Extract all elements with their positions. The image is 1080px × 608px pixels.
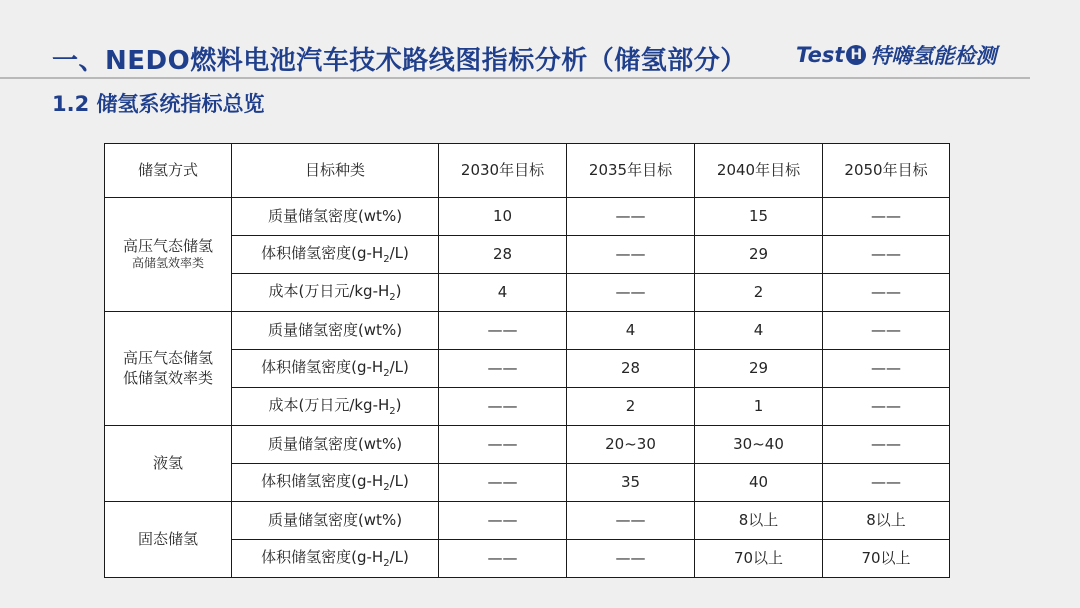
table-cell: —— [823,198,950,236]
table-cell: 40 [695,464,823,502]
logo-name: 特嗨氢能检测 [870,44,997,68]
header-divider [0,77,1030,79]
table-cell: 20~30 [567,426,695,464]
group-name-line2: 低储氢效率类 [122,368,213,387]
table-row [105,464,950,502]
column-header-2050: 2050年目标 [823,144,950,198]
metric-volume-density: 体积储氢密度$(g-H_2/L)$ [232,540,439,578]
table-row [105,274,950,312]
table-cell: —— [439,426,567,464]
table-cell: 8以上 [695,502,823,540]
table-cell: 2 [695,274,823,312]
table-cell: 70以上 [823,540,950,578]
table-row [105,198,950,236]
table-cell: 29 [695,236,823,274]
table-cell: 4 [567,312,695,350]
logo-prefix: Test [796,43,845,67]
table-cell: —— [567,236,695,274]
column-header-2030: 2030年目标 [439,144,567,198]
table-cell: —— [567,198,695,236]
slide-title: 一、NEDO燃料电池汽车技术路线图指标分析（储氢部分） [52,46,747,76]
table-cell: 35 [567,464,695,502]
table-cell: —— [823,464,950,502]
metric-volume-density: 体积储氢密度$(g-H_2/L)$ [232,464,439,502]
table-cell: —— [567,502,695,540]
table-row [105,540,950,578]
group-label-liquid-hydrogen: 液氢 [105,426,232,502]
table-row [105,502,950,540]
table-row [105,236,950,274]
group-name-line1: 高压气态储氢 [122,349,213,367]
table-cell: —— [439,540,567,578]
table-cell: —— [439,388,567,426]
table-cell: 28 [567,350,695,388]
table-row [105,426,950,464]
hydrogen-storage-target-table [104,143,950,578]
column-header-storage-method: 储氢方式 [105,144,232,198]
column-header-2040: 2040年目标 [695,144,823,198]
hydrogen-logo-icon: H [846,45,866,65]
table-cell: 4 [695,312,823,350]
metric-mass-density: 质量储氢密度(wt%) [232,502,439,540]
table-cell: 8以上 [823,502,950,540]
metric-mass-density: 质量储氢密度(wt%) [232,426,439,464]
table-header-row [105,144,950,198]
metric-cost: 成本(万日元$/kg-H_2$) [232,388,439,426]
table-cell: —— [823,312,950,350]
table-cell: —— [823,426,950,464]
brand-logo [796,40,996,70]
table-cell: —— [439,350,567,388]
table-cell: 29 [695,350,823,388]
table-cell: —— [567,540,695,578]
table-cell: 70以上 [695,540,823,578]
table-row [105,312,950,350]
table-cell: 10 [439,198,567,236]
column-header-target-type: 目标种类 [232,144,439,198]
metric-mass-density: 质量储氢密度(wt%) [232,312,439,350]
table-cell: —— [823,236,950,274]
table-cell: —— [823,388,950,426]
table-cell: 2 [567,388,695,426]
table-cell: —— [823,350,950,388]
table-cell: —— [439,312,567,350]
group-label-high-pressure-low-efficiency [105,312,232,426]
table-cell: —— [823,274,950,312]
group-label-high-pressure-high-efficiency [105,198,232,312]
table-cell: —— [567,274,695,312]
table-cell: 28 [439,236,567,274]
metric-volume-density: 体积储氢密度$(g-H_2/L)$ [232,350,439,388]
column-header-2035: 2035年目标 [567,144,695,198]
group-name: 高压气态储氢 [122,236,213,255]
table-cell: 1 [695,388,823,426]
table-cell: 30~40 [695,426,823,464]
metric-volume-density: 体积储氢密度$(g-H_2/L)$ [232,236,439,274]
metric-mass-density: 质量储氢密度(wt%) [232,198,439,236]
group-subname: 高储氢效率类 [131,256,204,271]
table-cell: —— [439,464,567,502]
section-subtitle: 1.2 储氢系统指标总览 [52,92,265,116]
table-cell: 4 [439,274,567,312]
table-row [105,388,950,426]
table-cell: —— [439,502,567,540]
table-row [105,350,950,388]
metric-cost: 成本(万日元$/kg-H_2$) [232,274,439,312]
table-cell: 15 [695,198,823,236]
group-label-solid-state: 固态储氢 [105,502,232,578]
